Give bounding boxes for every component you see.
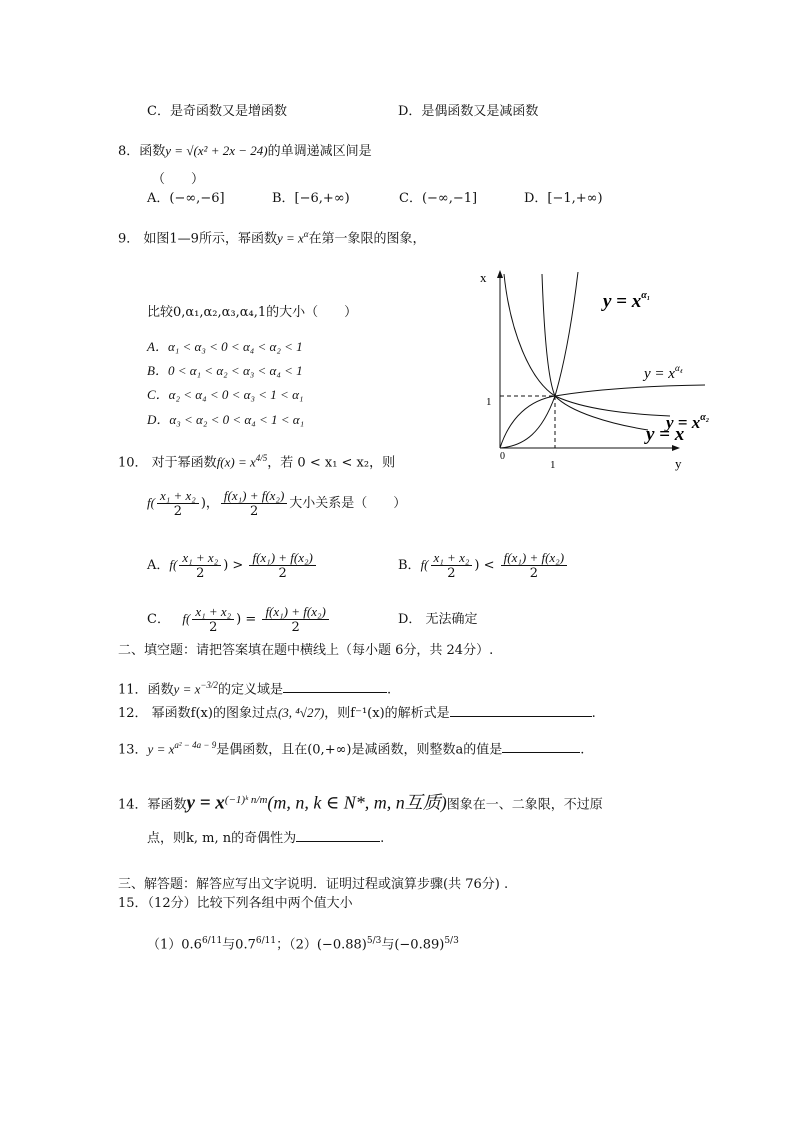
q15-exp4: 5/3 <box>444 936 459 946</box>
relation: = <box>245 612 257 627</box>
q9-compare: 比较0,α₁,α₂,α₃,α₄,1的大小（ ） <box>147 305 358 320</box>
q13-expression: y = x <box>147 741 175 757</box>
f-close: ) <box>236 612 242 627</box>
fraction-den: 2 <box>249 504 259 519</box>
q12 <box>118 703 596 723</box>
q10-f-open: f( <box>147 495 155 510</box>
q10-compare-line <box>147 488 406 519</box>
q15-exp2: 6/11 <box>255 936 277 946</box>
q14-expression: y = x <box>186 792 225 814</box>
q15-title: 15．（12分）比较下列各组中两个值大小 <box>118 896 353 911</box>
fraction-mean-output <box>221 488 287 519</box>
fraction-den: 2 <box>209 620 218 635</box>
q10-option-a <box>147 550 318 581</box>
q15-sep: ；（2）(−0.88) <box>276 937 367 953</box>
q10-condition: ，若 0 < x₁ < x₂，则 <box>267 455 396 471</box>
fraction-mean-input <box>157 488 199 519</box>
fraction-num: f(x₁) + f(x₂) <box>262 604 328 620</box>
q13-end: . <box>580 742 585 758</box>
q11-suffix: 的定义域是 <box>217 682 283 698</box>
q9-option-d: D．α₃ < α₂ < 0 < α₄ < 1 < α₁ <box>147 412 305 427</box>
q10-prefix: 10． 对于幂函数 <box>118 455 217 471</box>
f-close: ) <box>223 558 229 573</box>
section-2-heading: 二、填空题：请把答案填在题中横线上（每小题 6分，共 24分）. <box>118 643 494 658</box>
q12-end: . <box>591 706 596 721</box>
q8-option-c: C．(−∞,−1] <box>399 191 478 206</box>
f-close: ) <box>474 558 480 573</box>
fraction <box>262 604 328 635</box>
fraction-den: 2 <box>196 566 205 581</box>
q14-line2-text: 点，则k, m, n的奇偶性为 <box>147 831 297 846</box>
q10-tail: 大小关系是（ ） <box>289 496 407 511</box>
q10-option-b <box>398 550 569 581</box>
fraction-den: 2 <box>278 566 287 581</box>
q10-f-close: )， <box>200 496 219 511</box>
fraction-den: 2 <box>447 566 456 581</box>
q11-exponent: −3/2 <box>200 680 218 690</box>
q8-stem <box>118 142 372 161</box>
q8-option-d: D．[−1,+∞) <box>524 191 603 206</box>
curve-label-alpha3: y = x <box>646 424 685 445</box>
curve-label-alpha1: $y = x^{\alpha_1}$ <box>603 290 651 312</box>
q13 <box>118 736 584 759</box>
q15-parts <box>147 932 459 954</box>
q8-expression: y = √(x² + 2x − 24) <box>165 143 268 158</box>
fraction <box>431 550 473 581</box>
curve-label-alpha2: $y = x^{\alpha_2}$ <box>666 412 710 432</box>
fraction-num: x₁ + x₂ <box>192 604 234 620</box>
q15-mid2: 与(−0.89) <box>381 937 445 953</box>
q10-stem <box>118 449 395 472</box>
q14-line2 <box>147 828 384 848</box>
option-letter: A． <box>147 558 170 573</box>
answer-blank[interactable] <box>296 828 380 842</box>
q10-option-d: D． 无法确定 <box>398 612 478 627</box>
q11-expression: y = x <box>173 681 201 697</box>
q8-answer-paren: （ ） <box>152 172 205 187</box>
q15-exp1: 6/11 <box>201 936 223 946</box>
fraction-den: 2 <box>529 566 538 581</box>
q10-exponent: 4/5 <box>255 453 268 463</box>
q10-option-c <box>147 604 331 635</box>
relation: > <box>232 558 244 573</box>
q15-exp3: 5/3 <box>366 936 382 946</box>
fraction-num: f(x₁) + f(x₂) <box>501 550 567 566</box>
power-function-graph <box>470 262 730 487</box>
fraction-den: 2 <box>291 620 300 635</box>
q11-prefix: 11．函数 <box>118 682 174 698</box>
vertical-axis-arrow <box>497 270 503 278</box>
q14-end: . <box>380 831 385 846</box>
fraction <box>249 550 315 581</box>
q11 <box>118 676 391 699</box>
q8-prefix: 8．函数 <box>118 144 166 159</box>
q9-stem <box>118 225 426 248</box>
graph-tick-1-v: 1 <box>486 396 492 408</box>
q14-exponent: (−1)ᵏ n/m <box>224 794 268 806</box>
graph-axis-v-label: x <box>480 270 487 285</box>
q9-exponent: α <box>303 229 309 239</box>
horizontal-axis-arrow <box>672 445 680 451</box>
q9-text: 9． 如图1—9所示，幂函数 <box>118 231 277 247</box>
q7-option-c: C．是奇函数又是增函数 <box>147 104 287 119</box>
f-open: f( <box>169 557 178 572</box>
section-3-heading: 三、解答题：解答应写出文字说明．证明过程或演算步骤(共 76分) . <box>118 877 509 892</box>
f-open: f( <box>420 557 429 572</box>
q9-expression: y = x <box>276 230 304 246</box>
fraction-den: 2 <box>173 504 183 519</box>
q14-line1 <box>118 788 603 817</box>
fraction-num: f(x₁) + f(x₂) <box>249 550 315 566</box>
option-letter: B． <box>398 558 421 573</box>
q14-prefix: 14．幂函数 <box>118 797 187 813</box>
q9-option-c: C．α₂ < α₄ < 0 < α₃ < 1 < α₁ <box>147 387 304 402</box>
q8-option-b: B．[−6,+∞) <box>272 191 350 206</box>
fraction-num: x₁ + x₂ <box>157 488 199 504</box>
fraction-num: x₁ + x₂ <box>179 550 221 566</box>
q10-function: f(x) = x <box>216 454 256 470</box>
option-letter: C． <box>147 612 170 627</box>
q12-prefix: 12． 幂函数f(x)的图象过点 <box>118 706 278 721</box>
fraction-num: f(x₁) + f(x₂) <box>221 488 287 504</box>
q12-point: (3, ⁴√27) <box>277 705 325 720</box>
relation: < <box>483 558 495 573</box>
q8-suffix: 的单调递减区间是 <box>267 144 372 159</box>
q9-option-a: A．α₁ < α₃ < 0 < α₄ < α₂ < 1 <box>147 339 303 354</box>
q15-part1: （1）0.6 <box>147 937 202 953</box>
q14-suffix: 图象在一、二象限，不过原 <box>446 797 603 813</box>
fraction <box>501 550 567 581</box>
q13-prefix: 13． <box>118 742 148 758</box>
q14-condition: (m, n, k ∈ N*, m, n互质) <box>267 792 447 813</box>
q9-tail: 在第一象限的图象， <box>308 231 426 247</box>
graph-tick-1-h: 1 <box>550 459 556 471</box>
answer-blank[interactable] <box>502 739 580 753</box>
q7-option-d: D．是偶函数又是减函数 <box>398 104 539 119</box>
fraction <box>192 604 234 635</box>
curve-label-alpha4: $y = x^{\alpha_4}$ <box>644 363 683 382</box>
fraction <box>179 550 221 581</box>
q8-option-a: A．(−∞,−6] <box>147 191 225 206</box>
answer-blank[interactable] <box>450 703 592 717</box>
q13-suffix: 是偶函数，且在(0,+∞)是减函数，则整数a的值是 <box>216 742 503 758</box>
q15-mid1: 与0.7 <box>222 937 256 953</box>
answer-blank[interactable] <box>283 679 387 693</box>
f-open: f( <box>182 611 191 626</box>
q11-end: . <box>386 682 392 698</box>
fraction-num: x₁ + x₂ <box>431 550 473 566</box>
q9-option-b: B．0 < α₁ < α₂ < α₃ < α₄ < 1 <box>147 363 303 378</box>
q13-exponent: a² − 4a − 9 <box>174 740 217 750</box>
graph-origin-label: 0 <box>500 451 505 462</box>
graph-axis-h-label: y <box>675 456 682 471</box>
curve-alpha1 <box>500 272 578 448</box>
q12-mid: ，则f⁻¹(x)的解析式是 <box>324 706 450 721</box>
